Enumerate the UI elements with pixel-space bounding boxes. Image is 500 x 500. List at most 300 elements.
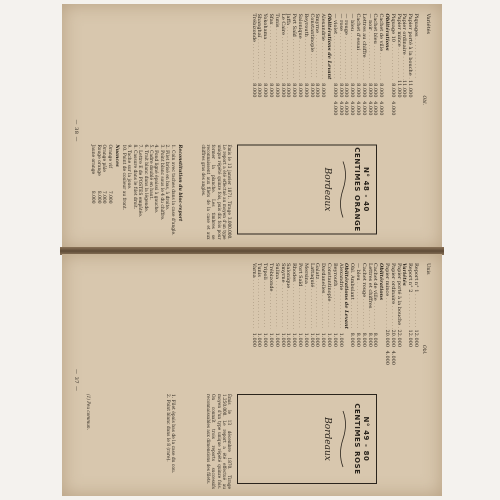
shade-value [101, 203, 106, 221]
list-item [361, 13, 367, 133]
item-label: Papier porté à la bouche . . . [407, 13, 413, 79]
page-content-rotated [67, 9, 437, 244]
text-line: 3. Point blanc sous le 4 du chiffre. [158, 144, 164, 220]
item-value [378, 347, 384, 365]
item-label: Beyrouth . . . [332, 263, 338, 329]
item-value: 4.000 [361, 100, 367, 115]
item-value [367, 347, 373, 365]
item-value [355, 347, 361, 365]
item-value [257, 97, 263, 115]
shade-value [95, 221, 100, 239]
item-label: Piquages . . . [413, 13, 419, 79]
item-value [361, 115, 367, 133]
item-value [326, 97, 332, 115]
item-label: Sulina . . . [274, 263, 280, 329]
item-label: Lettres au chiffre . . . [361, 13, 367, 79]
item-label: Le Caire . . . [280, 13, 286, 79]
item-value [402, 115, 408, 133]
page-content-rotated [67, 259, 437, 491]
list-group-heading [402, 263, 408, 383]
item-value: 1.000 [297, 332, 304, 347]
item-value [303, 97, 309, 115]
item-value [274, 115, 280, 133]
item-value [297, 97, 303, 115]
item-label: Alexandrie . . . [338, 263, 344, 329]
list-item [309, 263, 315, 383]
item-value [413, 365, 419, 383]
footnote: (1) Peu commun. [86, 394, 91, 430]
stamp-city: Bordeaux [322, 167, 332, 211]
shade-value [101, 221, 106, 239]
text-line: 10. Point de couleur au front. [120, 144, 126, 210]
item-value: 1.000 [326, 332, 333, 347]
item-value [378, 329, 384, 347]
list-item [390, 263, 396, 383]
item-value: 1.000 [337, 332, 344, 347]
item-label: Variétés [401, 263, 408, 286]
item-label: Papier ordinaire . . . [390, 263, 396, 329]
list-item [286, 263, 292, 383]
shade-label: Orange vif [106, 144, 112, 168]
item-value: 20.000 [384, 329, 391, 347]
item-label: Jaffa . . . [286, 13, 292, 79]
item-value [344, 365, 350, 383]
list-item [413, 263, 419, 383]
item-label: Sfax . . . [268, 13, 274, 79]
item-value [291, 365, 297, 383]
shade-label: Jaune orange [90, 144, 96, 174]
item-value: 4.000 [366, 100, 373, 115]
list-item [280, 263, 286, 383]
item-label: Oblitérations [378, 263, 385, 301]
list-item [355, 13, 361, 133]
item-value [262, 97, 268, 115]
item-value: 8.000 [291, 82, 298, 97]
list-item [338, 263, 344, 383]
list-item [384, 263, 390, 383]
item-value: 4.000 [349, 100, 356, 115]
list-group-heading [326, 13, 332, 133]
list-item [349, 263, 355, 383]
item-value [332, 347, 338, 365]
shade-row [90, 144, 95, 239]
list-item [262, 263, 268, 383]
item-value: 8.000 [332, 82, 338, 97]
item-value: 4.000 [390, 100, 396, 115]
text-line: 1. Filet épais bas de la case du cou. [170, 394, 175, 474]
item-value: 8.000 [314, 82, 321, 97]
item-value [309, 365, 315, 383]
item-value: 8.000 [343, 82, 350, 97]
item-label: Mersina . . . [303, 263, 309, 329]
shades-section [90, 144, 119, 239]
item-value: 8.000 [378, 82, 385, 97]
list-group-heading [384, 13, 390, 133]
item-label: — rose . . . [338, 13, 344, 79]
list-item [291, 13, 297, 133]
item-value [326, 365, 332, 383]
list-item [268, 13, 274, 133]
list-item [332, 263, 338, 383]
list-item [280, 13, 286, 133]
item-value: 8.000 [337, 82, 344, 97]
list-item [303, 263, 309, 383]
item-value [373, 365, 379, 383]
item-value: 8.000 [372, 82, 379, 97]
item-value [257, 115, 263, 133]
item-value: 8.000 [262, 82, 269, 97]
stamp-title: N° 48 - 40 CENTIMES ORANGE [353, 146, 370, 232]
item-value [320, 365, 326, 383]
item-value [268, 115, 274, 133]
text-line: 7. Lettre E de POSTES empâtée. [137, 144, 143, 217]
item-value [338, 365, 344, 383]
ornament-flourish-icon [338, 409, 348, 469]
item-value [274, 365, 280, 383]
shade-value [90, 203, 95, 221]
item-value [390, 365, 396, 383]
list-item [344, 13, 350, 133]
item-value [390, 115, 396, 133]
notes-list [164, 394, 175, 489]
item-value [402, 329, 408, 347]
price-list [251, 13, 419, 133]
item-value [251, 115, 257, 133]
item-label: Oblitérations de Levant [343, 263, 350, 329]
item-value: 20.000 [390, 329, 396, 347]
list-item [268, 263, 274, 383]
item-value [413, 347, 419, 365]
shade-row [101, 144, 106, 239]
item-value: 1.000 [291, 332, 298, 347]
item-value [280, 365, 286, 383]
item-label: Piquage 10 . . . [390, 13, 396, 79]
section-title: Reconstitution du bloc-report [177, 144, 182, 221]
catalog-page-top [62, 4, 442, 249]
item-label: Port Saïd . . . [297, 263, 303, 329]
item-label: Rhodes . . . [291, 263, 297, 329]
item-value: 1.000 [332, 332, 338, 347]
item-value: 1.000 [256, 332, 263, 347]
list-item [413, 13, 419, 133]
item-value [373, 115, 379, 133]
item-label: — noir . . . [367, 13, 373, 79]
item-label: Cachet rouge . . . [361, 263, 367, 329]
item-label: Lattaquié . . . [309, 263, 315, 329]
item-value: 8.000 [274, 82, 280, 97]
item-value [309, 347, 315, 365]
text-line: 2. Filet brisé en bas, à droite. [164, 144, 170, 210]
item-value [326, 115, 332, 133]
list-item [320, 263, 326, 383]
item-label: Cachet de ville . . . [373, 263, 379, 329]
text-line: 5. Cadre doublé en haut. [147, 144, 153, 200]
section-items [121, 144, 175, 239]
shade-value: 8.000 [95, 190, 101, 203]
list-item [274, 13, 280, 133]
list-item [297, 263, 303, 383]
item-value [396, 115, 402, 133]
item-value: 8.000 [349, 332, 356, 347]
item-label: Varna . . . [251, 263, 257, 329]
item-value [291, 115, 297, 133]
item-value [291, 347, 297, 365]
item-value [280, 97, 286, 115]
item-label: Alexandrie . . . [320, 13, 326, 79]
item-value [280, 115, 286, 133]
item-value [309, 97, 315, 115]
item-value [332, 115, 338, 133]
item-value [274, 347, 280, 365]
columns-head: Obl. [421, 95, 426, 105]
item-value: 1.000 [279, 332, 286, 347]
item-label: Salonique . . . [297, 13, 303, 79]
item-value [396, 97, 402, 115]
list-item [320, 13, 326, 133]
item-value [355, 115, 361, 133]
item-label: Constantinople . . . [309, 13, 315, 79]
item-label: Port Saïd . . . [291, 13, 297, 79]
columns-head: Obl. [421, 345, 426, 355]
text-line: 6. Trait blanc dans la légende. [142, 144, 148, 212]
page-number: — 37 — [73, 369, 79, 392]
item-value [413, 97, 419, 115]
item-label: Tunis . . . [257, 263, 263, 329]
text-line: 9. Tache sur la joue. [126, 144, 132, 189]
list-item [315, 13, 321, 133]
item-value [309, 115, 315, 133]
list-item [402, 13, 408, 133]
item-value [378, 365, 384, 383]
page-header: Variétés [425, 13, 431, 34]
list-item [367, 263, 373, 383]
item-value: 1.000 [308, 332, 315, 347]
item-value: 11.000 [401, 79, 408, 97]
item-value: 8.000 [366, 82, 373, 97]
item-value: 22.000 [395, 329, 402, 347]
item-value: 12.000 [407, 329, 414, 347]
item-label: Cachet d'essai . . . [355, 13, 361, 79]
item-value: 4.000 [372, 100, 379, 115]
item-value: 8.000 [372, 332, 379, 347]
list-item [274, 263, 280, 383]
item-value: 8.000 [361, 82, 367, 97]
item-value [286, 115, 292, 133]
item-value: 8.000 [355, 332, 362, 347]
item-value [384, 97, 390, 115]
item-value [315, 115, 321, 133]
item-value [286, 347, 292, 365]
item-value: 8.000 [320, 82, 327, 97]
item-value: 4.000 [390, 350, 396, 365]
list-item [367, 13, 373, 133]
item-value [384, 365, 390, 383]
item-value [315, 97, 321, 115]
item-value [396, 365, 402, 383]
stamp-description: Émis le 13 janvier 1871. Tirage 3.000.000. Le report a été effectué au moyen d'un type unique répété quinze fois, puis dix fois pour former la planche. Les timbres se reconnaissent aux filets de la case et aux chiffres gras des angles. [200, 144, 232, 239]
item-value [262, 365, 268, 383]
item-value: 8.000 [308, 82, 315, 97]
item-label: Shanghaï . . . [257, 13, 263, 79]
item-value [349, 365, 355, 383]
item-value [407, 115, 413, 133]
item-value: 8.000 [390, 82, 396, 97]
item-label: Dardanelles . . . [320, 263, 326, 329]
item-value [286, 365, 292, 383]
item-value: 4.000 [332, 100, 338, 115]
item-value [251, 97, 257, 115]
text-line: 1. Coin avec taches dans la case d'angle. [169, 144, 175, 236]
page-header: Unis [425, 263, 431, 275]
ornament-flourish-icon [338, 159, 348, 219]
item-value [378, 115, 384, 133]
item-value [413, 115, 419, 133]
shade-value [106, 203, 111, 221]
item-value: 1.000 [268, 332, 275, 347]
list-item [390, 13, 396, 133]
item-value [257, 347, 263, 365]
item-value: 12.000 [413, 329, 419, 347]
item-label: Report n° 1 . . . [413, 263, 419, 329]
item-value [402, 347, 408, 365]
item-value [344, 347, 350, 365]
item-label: — bleu . . . [349, 13, 355, 79]
item-value [361, 347, 367, 365]
list-item [251, 263, 257, 383]
item-value: 4.000 [355, 100, 362, 115]
item-value [367, 365, 373, 383]
item-label: Beyrouth . . . [303, 13, 309, 79]
item-value [338, 347, 344, 365]
item-value [315, 347, 321, 365]
item-value: 8.000 [303, 82, 309, 97]
list-item [303, 13, 309, 133]
item-label: Lettres et chiffres . . . [367, 263, 373, 329]
item-label: Obl. Ambulant . . . [349, 263, 355, 329]
text-line: 8. Cassure dans le filet droit. [131, 144, 137, 209]
list-item [361, 263, 367, 383]
item-value [268, 97, 274, 115]
list-item [257, 263, 263, 383]
shade-value [106, 221, 111, 239]
reconstitution-section [121, 144, 182, 239]
item-label: Tripoli . . . [262, 263, 268, 329]
list-group-heading [344, 263, 350, 383]
item-value [396, 347, 402, 365]
item-value: 1.000 [262, 332, 269, 347]
text-line: 4. Fond ligné épaissi à gauche. [153, 144, 159, 213]
list-item [349, 13, 355, 133]
item-label: Papier mince . . . [384, 263, 390, 329]
list-item [396, 263, 402, 383]
item-value [373, 347, 379, 365]
item-value [315, 365, 321, 383]
list-item [251, 13, 257, 133]
item-value [344, 115, 350, 133]
shade-row [106, 144, 111, 239]
item-value: 1.000 [274, 332, 280, 347]
stamp-title: N° 49 - 80 CENTIMES ROSE [353, 403, 370, 475]
item-value: 4.000 [384, 350, 391, 365]
item-label: Papier porté à la bouche . . . [396, 263, 402, 329]
item-value: 11.000 [395, 79, 402, 97]
list-item [407, 263, 413, 383]
stamp-banner [237, 144, 377, 234]
item-label: Oblitérations [384, 13, 391, 51]
shade-value [95, 203, 100, 221]
item-label: Cachet bleu . . . [373, 13, 379, 79]
list-item [257, 13, 263, 133]
item-value: 4.000 [343, 100, 350, 115]
list-item [332, 13, 338, 133]
list-item [407, 13, 413, 133]
item-label: — rouge . . . [344, 13, 350, 79]
list-item [355, 263, 361, 383]
item-value [332, 365, 338, 383]
shades-title: Nuances [114, 144, 119, 167]
price-list [251, 263, 419, 383]
item-label: Papier ordinaire . . . [402, 13, 408, 79]
item-value [361, 365, 367, 383]
item-label: Galatz . . . [315, 263, 321, 329]
list-item [315, 263, 321, 383]
item-label: Yokohama . . . [262, 13, 268, 79]
item-value: 8.000 [297, 82, 304, 97]
notes-section [164, 394, 175, 489]
item-value: 8.000 [256, 82, 263, 97]
item-value [251, 347, 257, 365]
text-line: 2. Point blanc dans le 8 (rare). [164, 394, 170, 462]
item-value [257, 365, 263, 383]
item-label: Constantinople . . . [326, 263, 332, 329]
list-item [291, 263, 297, 383]
item-label: Tunis . . . [274, 13, 280, 79]
item-value [320, 97, 326, 115]
item-value [262, 115, 268, 133]
item-value: 8.000 [355, 82, 362, 97]
item-value [407, 347, 413, 365]
item-value [268, 365, 274, 383]
item-value [402, 97, 408, 115]
item-label: Trébizonde . . . [268, 263, 274, 329]
shade-label: Orange pâle [101, 144, 107, 172]
stamp-city: Bordeaux [322, 417, 332, 461]
shade-value: 8.000 [90, 190, 96, 203]
shade-value: 7.000 [101, 190, 107, 203]
list-item [338, 13, 344, 133]
item-value [413, 79, 419, 97]
list-item [309, 13, 315, 133]
item-value [268, 347, 274, 365]
item-value [320, 115, 326, 133]
item-value: 1.000 [303, 332, 309, 347]
item-label: Papier mince . . . [396, 13, 402, 79]
item-value: 1.000 [314, 332, 321, 347]
stamp-banner [237, 394, 377, 484]
item-label: — bleu . . . [355, 263, 361, 329]
item-value [407, 97, 413, 115]
item-value [384, 115, 390, 133]
item-label: Oblitérations de Levant [326, 13, 333, 79]
item-value: 4.000 [378, 100, 385, 115]
list-item [373, 13, 379, 133]
shade-value [90, 221, 95, 239]
item-value [338, 115, 344, 133]
list-item [262, 13, 268, 133]
item-value [407, 365, 413, 383]
shade-label: Rouge orange [95, 144, 101, 176]
item-value: 1.000 [250, 332, 257, 347]
